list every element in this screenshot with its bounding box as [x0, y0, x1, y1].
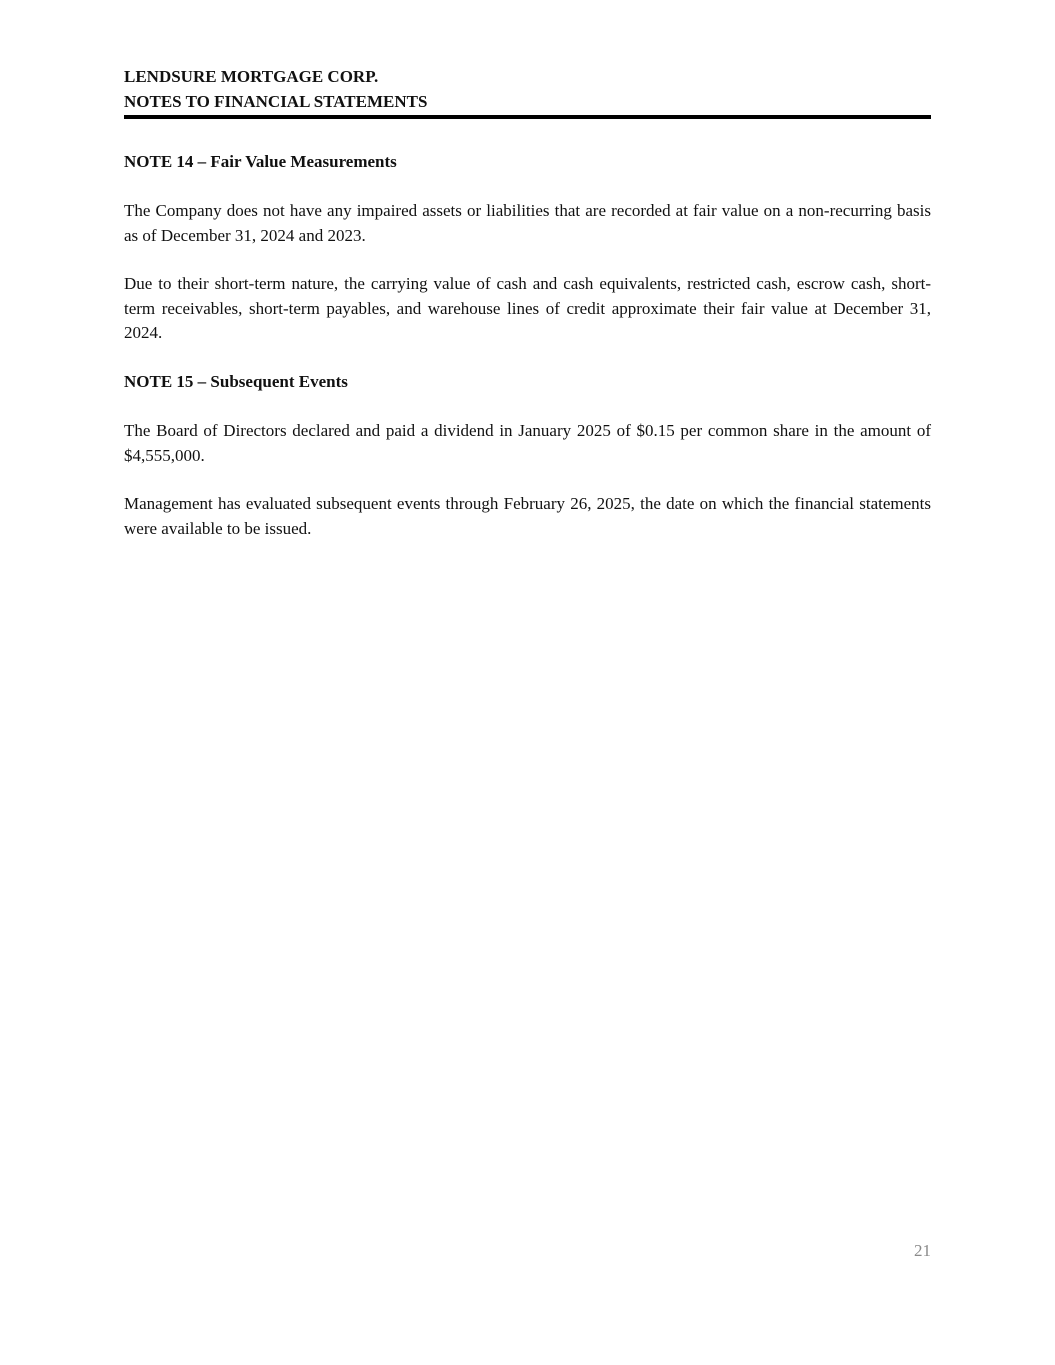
note-15-paragraph-2: Management has evaluated subsequent events through February 26, 2025, the date on which the financial statements were available to be issued. [124, 494, 931, 538]
document-subtitle: NOTES TO FINANCIAL STATEMENTS [124, 92, 428, 111]
note-14-heading: NOTE 14 – Fair Value Measurements [124, 152, 397, 171]
header-rule [124, 115, 931, 119]
company-name: LENDSURE MORTGAGE CORP. [124, 67, 379, 86]
page-number: 21 [914, 1241, 931, 1260]
page-header [124, 64, 931, 114]
note-14-paragraph-1: The Company does not have any impaired assets or liabilities that are recorded at fair value on a non-recurring basis as of December 31, 2024 and 2023. [124, 201, 931, 245]
note-14-paragraph-2: Due to their short-term nature, the carrying value of cash and cash equivalents, restricted cash, escrow cash, short-term receivables, short-term payables, and warehouse lines of credit approximate their fair value at December 31, 2024. [124, 274, 931, 342]
note-15-heading: NOTE 15 – Subsequent Events [124, 372, 348, 391]
note-15-paragraph-1: The Board of Directors declared and paid a dividend in January 2025 of $0.15 per common share in the amount of $4,555,000. [124, 421, 931, 465]
